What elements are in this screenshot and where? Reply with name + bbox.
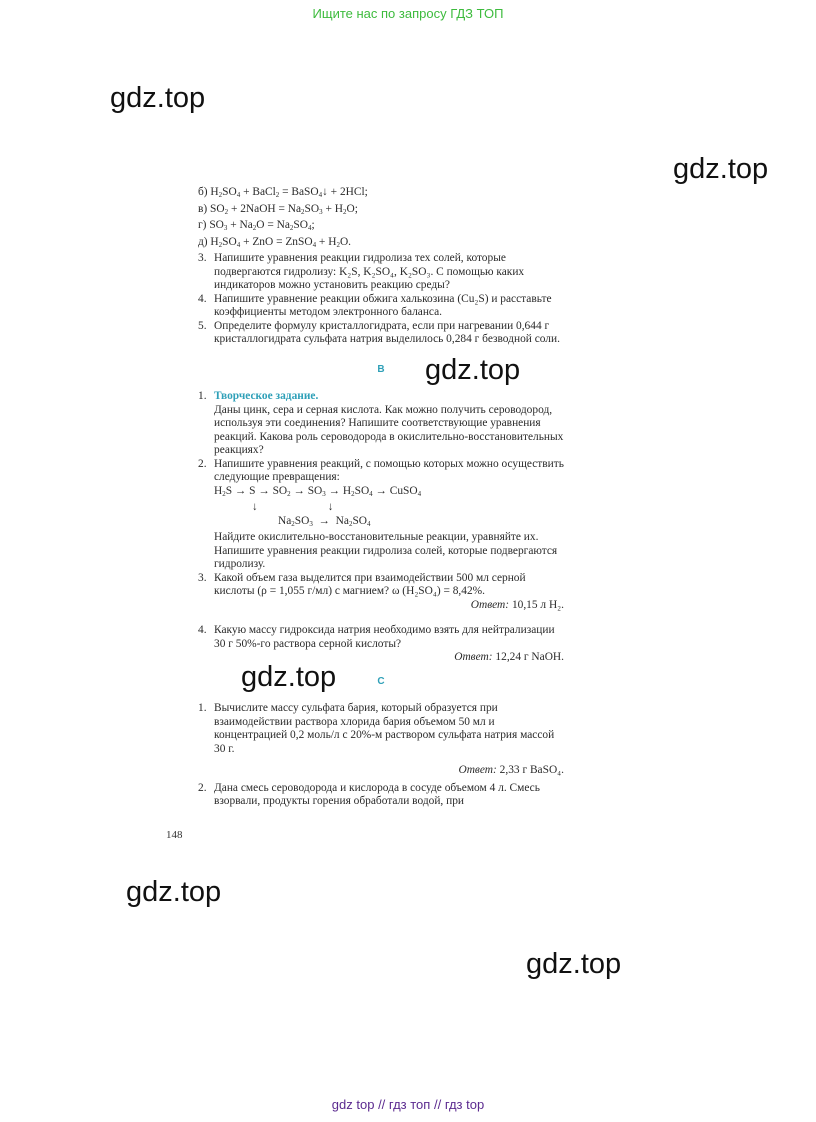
equation-b: б) $H_2SO_4$ + BaCl$_2$ = BaSO$_4$↓ + 2HCl; [198,186,368,199]
b-question-2: 2. Напишите уравнения реакций, с помощью которых можно осуществить следующие превращения: $H_2S \to S \to SO_2 \to SO_3 \to H_2SO_4$ → CuSO$_4$ ↓ ↓ $Na_2SO_3 \to Na_2SO_4$ Найдите окислительно-восстановительные реакции, уравняйте их. Напишите уравнения реакции гидролиза солей, которые подвергаются гидролизу. [198,457,564,570]
question-text: Вычислите массу сульфата бария, который образуется при взаимодействии раствора хлорида бария объемом 50 мл и концентрацией 0,2 моль/л с 20%-м раствором сульфата натрия массой 30 г. [214,702,555,755]
chain-branch: $Na_2SO_3 \to Na_2SO_4$ [278,514,371,528]
footer-separator: // [378,1097,386,1112]
footer-separator: // [433,1097,442,1112]
chain-arrows: ↓ ↓ [252,501,334,513]
section-b-heading: B [377,363,385,375]
answer-label: Ответ: [470,598,510,611]
section-c-heading: C [377,675,385,687]
question-5: 5. Определите формулу кристаллогидрата, если при нагревании 0,644 г кристаллогидрата сульфата натрия выделилось 0,284 г безводной соли. [198,320,564,347]
answer-value: 2,33 г BaSO₄. [499,764,564,776]
watermark: gdz.top [673,153,769,185]
question-text: Найдите окислительно-восстановительные реакции, уравняйте их. Напишите уравнения реакции гидролиза солей, которые подвергаются гидролизу. [214,531,558,570]
textbook-page [198,186,564,809]
watermark: gdz.top [526,948,622,980]
question-text: Дана смесь сероводорода и кислорода в сосуде объемом 4 л. Смесь взорвали, продукты горения обработали водой, при [214,781,540,807]
footer-link-gdz-top[interactable]: gdz top [331,1097,375,1112]
footer-link-gdz-top-ru[interactable]: гдз топ [388,1097,431,1112]
equation-v: в) $SO_2$ + 2NaOH = $Na_2SO_3 + H_2O$; [198,202,358,216]
question-text: Напишите уравнения реакций, с помощью которых можно осуществить следующие превращения: [214,457,564,483]
question-text: Определите формулу кристаллогидрата, если при нагревании 0,644 г кристаллогидрата сульфата натрия выделилось 0,284 г безводной соли. [214,319,560,345]
answer-value: 10,15 л H₂. [511,598,564,611]
answer-label: Ответ: [458,764,497,776]
question-4: 4. Напишите уравнение реакции обжига халькозина (Cu₂S) и расставьте коэффициенты методом электронного баланса. [198,293,564,320]
question-3: 3. Напишите уравнения реакции гидролиза тех солей, которые подвергаются гидролизу: K₂S, K₂SO₄, K₂SO₃. С помощью каких индикаторов можно установить реакцию среды? [198,252,564,293]
watermark: gdz.top [241,661,337,693]
equation-d: д) $H_2SO_4$ + ZnO = ZnSO$_4$ + $H_2O$. [198,235,352,249]
watermark: gdz.top [126,876,222,908]
c-question-1: 1. Вычислите массу сульфата бария, который образуется при взаимодействии раствора хлорида бария объемом 50 мл и концентрацией 0,2 моль/л с 20%-м раствором сульфата натрия массой 30 г. Ответ: 2,33 г BaSO₄. [198,702,564,776]
watermark: gdz.top [425,354,521,386]
question-text: Какой объем газа выделится при взаимодействии 500 мл серной кислоты (ρ = 1,055 г/мл) с магнием? ω (H₂SO₄) = 8,42%. [214,571,526,597]
watermark: gdz.top [110,82,206,114]
question-text: Напишите уравнение реакции обжига халькозина (Cu₂S) и расставьте коэффициенты методом электронного баланса. [214,292,552,318]
c-question-2: 2. Дана смесь сероводорода и кислорода в сосуде объемом 4 л. Смесь взорвали, продукты горения обработали водой, при [198,782,564,809]
answer-label: Ответ: [454,651,493,663]
b-question-3: 3. Какой объем газа выделится при взаимодействии 500 мл серной кислоты (ρ = 1,055 г/мл) с магнием? ω (H₂SO₄) = 8,42%. Ответ: 10,15 л H₂. [198,571,564,611]
question-text: Напишите уравнения реакции гидролиза тех солей, которые подвергаются гидролизу: K₂S, K₂SO₄, K₂SO₃. С помощью каких индикаторов можно установить реакцию среды? [214,252,525,291]
footer-links [0,1097,816,1112]
question-text: Даны цинк, сера и серная кислота. Как можно получить сероводород, используя эти соединения? Напишите соответствующие уравнения реакций. Какова роль сероводорода в окислительно-восстановительных реакциях? [214,403,564,456]
answer-value: 12,24 г NaOH. [495,651,564,663]
page-number: 148 [166,829,183,841]
equation-g: г) $SO_3 + Na_2O = Na_2SO_4$; [198,219,315,232]
b-question-1: 1. Творческое задание. Даны цинк, сера и серная кислота. Как можно получить сероводород, используя эти соединения? Напишите соответствующие уравнения реакций. Какова роль сероводорода в окислительно-восстановительных реакциях? [198,390,564,456]
question-text: Какую массу гидроксида натрия необходимо взять для нейтрализации 30 г 50%-го раствора серной кислоты? [214,624,555,650]
transformation-chain: $H_2S \to S \to SO_2 \to SO_3 \to H_2SO_4$ → CuSO$_4$ [214,484,422,498]
footer-link-gdz-top-mixed[interactable]: гдз top [444,1097,485,1112]
b-question-4: 4. Какую массу гидроксида натрия необходимо взять для нейтрализации 30 г 50%-го раствора серной кислоты? Ответ: 12,24 г NaOH. [198,624,564,663]
top-banner-link[interactable]: Ищите нас по запросу ГДЗ ТОП [312,6,504,21]
creative-task-label: Творческое задание. [214,390,319,402]
